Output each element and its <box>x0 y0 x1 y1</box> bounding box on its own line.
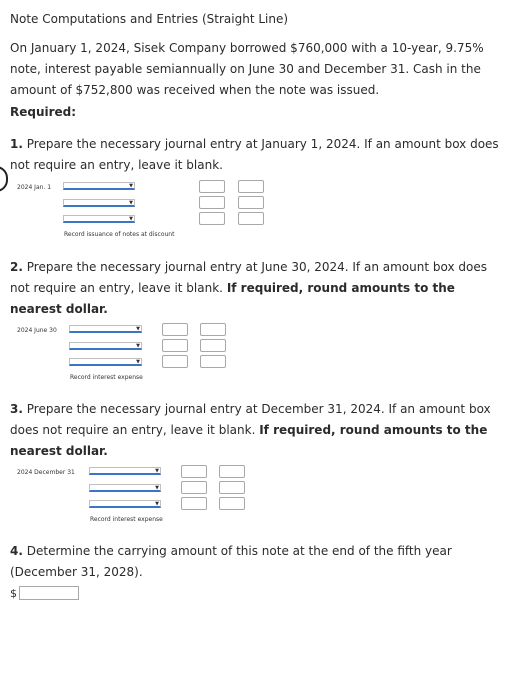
je2-account-dropdown-3[interactable] <box>69 358 142 366</box>
chevron-down-icon: ▼ <box>129 183 133 189</box>
je3-account-dropdown-3[interactable] <box>89 500 161 508</box>
focus-marker-icon <box>0 166 8 192</box>
question-2-instruction: If required, round amounts to the nearest dollar. <box>10 281 455 316</box>
chevron-down-icon: ▼ <box>155 468 159 474</box>
je3-date-label: 2024 December 31 <box>17 469 75 476</box>
je2-debit-input-2[interactable] <box>162 339 188 352</box>
je3-caption: Record interest expense <box>90 516 163 523</box>
je2-credit-input-2[interactable] <box>200 339 226 352</box>
je3-credit-input-2[interactable] <box>219 481 245 494</box>
chevron-down-icon: ▼ <box>129 216 133 222</box>
chevron-down-icon: ▼ <box>136 326 140 332</box>
je2-date-label: 2024 June 30 <box>17 327 57 334</box>
je2-account-dropdown-2[interactable] <box>69 342 142 350</box>
carrying-amount-input[interactable] <box>19 586 79 600</box>
question-2-text: Prepare the necessary journal entry at June 30, 2024. If an amount box does not require an entry, leave it blank. <box>10 260 487 295</box>
je2-debit-input-3[interactable] <box>162 355 188 368</box>
je1-debit-input-3[interactable] <box>199 212 225 225</box>
question-3-instruction: If required, round amounts to the nearest dollar. <box>10 423 488 458</box>
je2-credit-input-3[interactable] <box>200 355 226 368</box>
question-3-number: 3. <box>10 402 23 416</box>
je1-credit-input-1[interactable] <box>238 180 264 193</box>
chevron-down-icon: ▼ <box>136 343 140 349</box>
je2-debit-input-1[interactable] <box>162 323 188 336</box>
je3-debit-input-1[interactable] <box>181 465 207 478</box>
question-3 <box>10 399 507 462</box>
chevron-down-icon: ▼ <box>136 359 140 365</box>
question-2 <box>10 257 507 320</box>
je2-caption: Record interest expense <box>70 374 143 381</box>
je1-account-dropdown-3[interactable] <box>63 215 135 223</box>
je1-credit-input-3[interactable] <box>238 212 264 225</box>
je3-account-dropdown-1[interactable] <box>89 467 161 475</box>
question-4-text: Determine the carrying amount of this note at the end of the fifth year (December 31, 2028). <box>10 544 452 579</box>
je2-credit-input-1[interactable] <box>200 323 226 336</box>
je3-debit-input-3[interactable] <box>181 497 207 510</box>
je1-debit-input-1[interactable] <box>199 180 225 193</box>
je1-account-dropdown-1[interactable] <box>63 182 135 190</box>
je1-caption: Record issuance of notes at discount <box>64 231 175 238</box>
je3-account-dropdown-2[interactable] <box>89 484 161 492</box>
currency-symbol: $ <box>10 587 17 600</box>
question-1-number: 1. <box>10 137 23 151</box>
je2-account-dropdown-1[interactable] <box>69 325 142 333</box>
je1-debit-input-2[interactable] <box>199 196 225 209</box>
je3-debit-input-2[interactable] <box>181 481 207 494</box>
je3-credit-input-1[interactable] <box>219 465 245 478</box>
question-4-number: 4. <box>10 544 23 558</box>
chevron-down-icon: ▼ <box>129 200 133 206</box>
question-3-text: Prepare the necessary journal entry at December 31, 2024. If an amount box does not require an entry, leave it blank. <box>10 402 491 437</box>
je1-date-label: 2024 Jan. 1 <box>17 184 52 191</box>
je3-credit-input-3[interactable] <box>219 497 245 510</box>
je1-credit-input-2[interactable] <box>238 196 264 209</box>
problem-statement: On January 1, 2024, Sisek Company borrowed $760,000 with a 10-year, 9.75% note, interest payable semiannually on June 30 and December 31. Cash in the amount of $752,800 was received when the note was issued. <box>10 41 484 97</box>
je1-account-dropdown-2[interactable] <box>63 199 135 207</box>
chevron-down-icon: ▼ <box>155 485 159 491</box>
page-title: Note Computations and Entries (Straight Line) <box>10 12 289 26</box>
question-1 <box>10 134 507 176</box>
question-2-number: 2. <box>10 260 23 274</box>
question-1-text: Prepare the necessary journal entry at January 1, 2024. If an amount box does not require an entry, leave it blank. <box>10 137 499 172</box>
question-4 <box>10 541 507 583</box>
chevron-down-icon: ▼ <box>155 501 159 507</box>
required-heading: Required: <box>10 105 77 119</box>
